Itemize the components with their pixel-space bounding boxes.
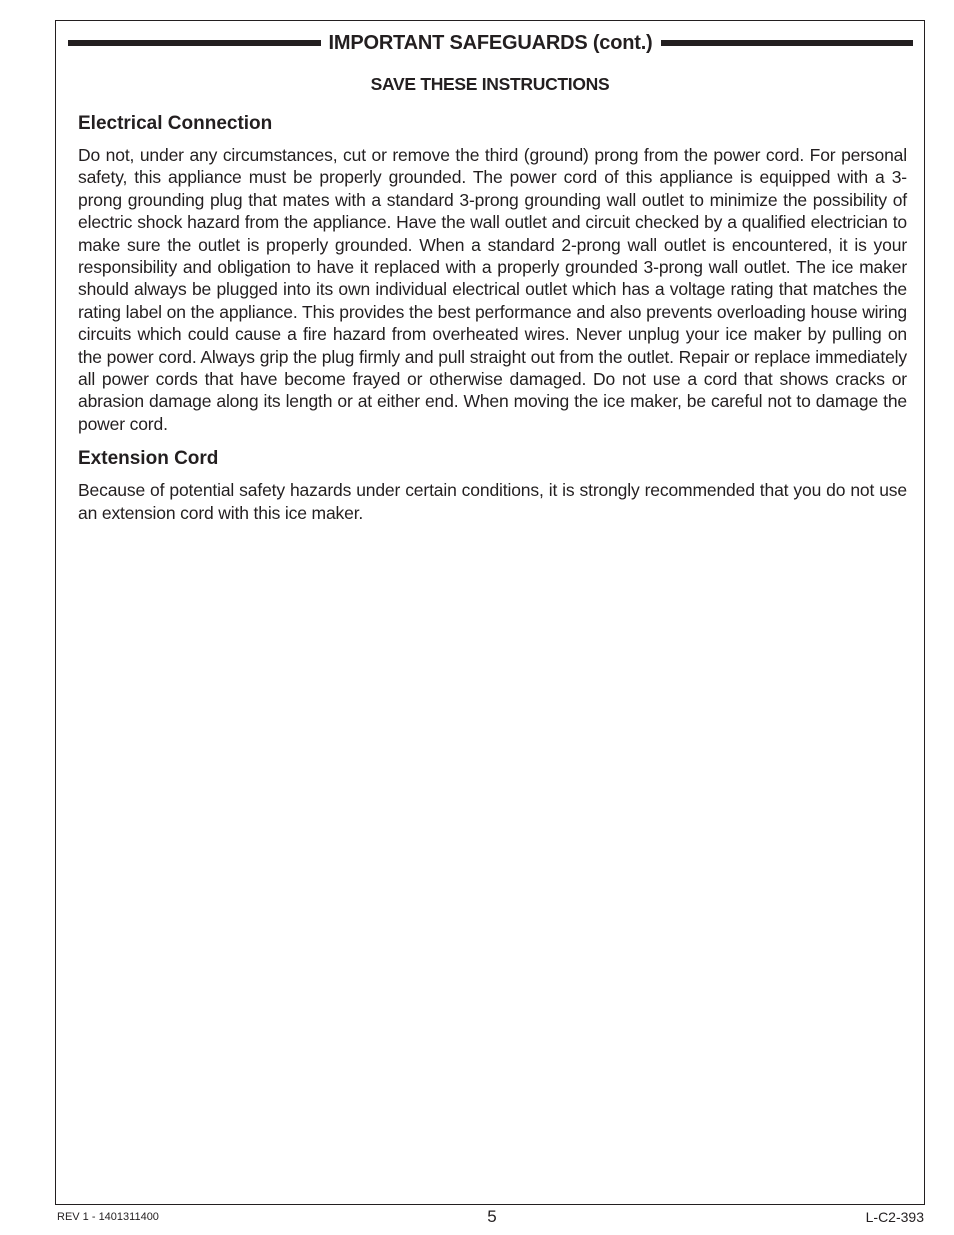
section-heading: Extension Cord bbox=[78, 448, 219, 470]
section-heading: Electrical Connection bbox=[78, 113, 273, 134]
title-rule-left bbox=[68, 40, 321, 46]
content bbox=[78, 112, 907, 536]
page-subtitle: SAVE THESE INSTRUCTIONS bbox=[370, 74, 610, 94]
section-body: Do not, under any circumstances, cut or remove the third (ground) prong from the power cord. For personal safety, this appliance must be properly grounded. The power cord of this appliance is equipped with a 3-prong grounding plug that mates with a standard 3-prong grounding wall outlet to minimize the possibility of electric shock hazard from the appliance. Have the wall outlet and circuit checked by a qualified electrician to make sure the outlet is properly grounded. When a standard 2-prong wall outlet is encountered, it is your responsibility and obligation to have it replaced with a properly grounded 3-prong wall outlet. The ice maker should always be plugged into its own individual electrical outlet which has a voltage rating that matches the rating label on the appliance. This provides the best performance and also prevents overloading house wiring circuits which could cause a fire hazard from overheated wires. Never unplug your ice maker by pulling on the power cord. Always grip the plug firmly and pull straight out from the outlet. Repair or replace immediately all power cords that have become frayed or otherwise damaged. Do not use a cord that shows cracks or abrasion damage along its length or at either end. When moving the ice maker, be careful not to damage the power cord. bbox=[78, 145, 907, 434]
title-row bbox=[68, 28, 913, 58]
page-title: IMPORTANT SAFEGUARDS (cont.) bbox=[328, 31, 653, 54]
footer-revision: REV 1 - 1401311400 bbox=[57, 1211, 159, 1223]
section-body: Because of potential safety hazards under certain conditions, it is strongly recommended that you do not use an extension cord with this ice maker. bbox=[78, 480, 907, 523]
section-electrical-connection bbox=[78, 112, 907, 435]
footer-page-number: 5 bbox=[487, 1207, 497, 1226]
footer-doc-code: L-C2-393 bbox=[865, 1209, 924, 1225]
title-rule-right bbox=[661, 40, 914, 46]
section-extension-cord bbox=[78, 447, 907, 524]
